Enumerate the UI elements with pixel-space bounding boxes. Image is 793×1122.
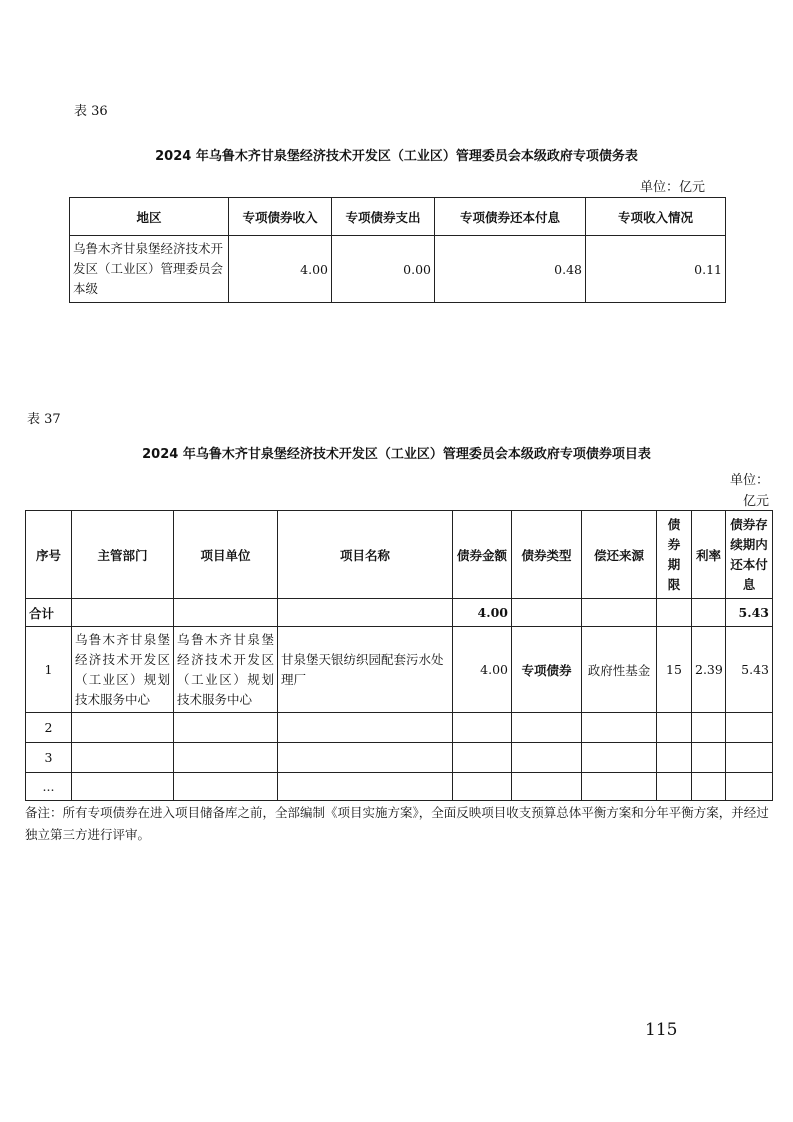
special-income-cell: 0.11 <box>586 236 726 303</box>
row-source: 政府性基金 <box>582 627 657 713</box>
table-37-title: 2024 年乌鲁木齐甘泉堡经济技术开发区（工业区）管理委员会本级政府专项债券项目表 <box>142 447 651 462</box>
total-row <box>26 599 773 627</box>
total-amount: 4.00 <box>453 599 512 627</box>
header-unit: 项目单位 <box>174 511 278 599</box>
table-37-unit-line1: 单位： <box>730 473 770 488</box>
table-37-note: 备注：所有专项债券在进入项目储备库之前，全部编制《项目实施方案》，全面反映项目收支预算总体平衡方案和分年平衡方案，并经过独立第三方进行评审。 <box>25 805 769 842</box>
table-36-unit: 单位：亿元 <box>640 180 706 195</box>
header-term: 债券期限 <box>657 511 692 599</box>
header-amount: 债券金额 <box>453 511 512 599</box>
header-repay: 专项债券还本付息 <box>435 198 586 236</box>
row-no: 3 <box>26 743 72 773</box>
header-income: 专项债券收入 <box>229 198 332 236</box>
table-row <box>26 773 773 801</box>
header-source: 偿还来源 <box>582 511 657 599</box>
header-no: 序号 <box>26 511 72 599</box>
header-region: 地区 <box>70 198 229 236</box>
row-project-name: 甘泉堡天银纺织园配套污水处理厂 <box>278 627 453 713</box>
table-36 <box>69 197 726 303</box>
row-term: 15 <box>657 627 692 713</box>
region-cell: 乌鲁木齐甘泉堡经济技术开发区（工业区）管理委员会本级 <box>70 236 229 303</box>
row-dept: 乌鲁木齐甘泉堡经济技术开发区（工业区）规划技术服务中心 <box>72 627 174 713</box>
header-dept: 主管部门 <box>72 511 174 599</box>
table-36-label: 表 36 <box>74 104 108 119</box>
table-row <box>26 627 773 713</box>
table-row <box>26 743 773 773</box>
row-type: 专项债券 <box>512 627 582 713</box>
row-repay: 5.43 <box>726 627 773 713</box>
table-37-unit-line2: 亿元 <box>743 494 770 509</box>
income-cell: 4.00 <box>229 236 332 303</box>
header-repay: 债券存续期内还本付息 <box>726 511 773 599</box>
header-type: 债券类型 <box>512 511 582 599</box>
header-rate: 利率 <box>692 511 726 599</box>
row-no: 2 <box>26 713 72 743</box>
header-expense: 专项债券支出 <box>332 198 435 236</box>
table-37 <box>25 510 773 801</box>
page-number: 115 <box>645 1020 678 1040</box>
table-36-title: 2024 年乌鲁木齐甘泉堡经济技术开发区（工业区）管理委员会本级政府专项债务表 <box>155 149 638 164</box>
total-label: 合计 <box>26 599 72 627</box>
table-row <box>26 713 773 743</box>
row-rate: 2.39 <box>692 627 726 713</box>
row-unit: 乌鲁木齐甘泉堡经济技术开发区（工业区）规划技术服务中心 <box>174 627 278 713</box>
row-no: 1 <box>26 627 72 713</box>
repay-cell: 0.48 <box>435 236 586 303</box>
table-37-label: 表 37 <box>27 412 61 427</box>
total-repay: 5.43 <box>726 599 773 627</box>
row-no: ... <box>26 773 72 801</box>
header-special-income: 专项收入情况 <box>586 198 726 236</box>
row-amount: 4.00 <box>453 627 512 713</box>
expense-cell: 0.00 <box>332 236 435 303</box>
header-project-name: 项目名称 <box>278 511 453 599</box>
